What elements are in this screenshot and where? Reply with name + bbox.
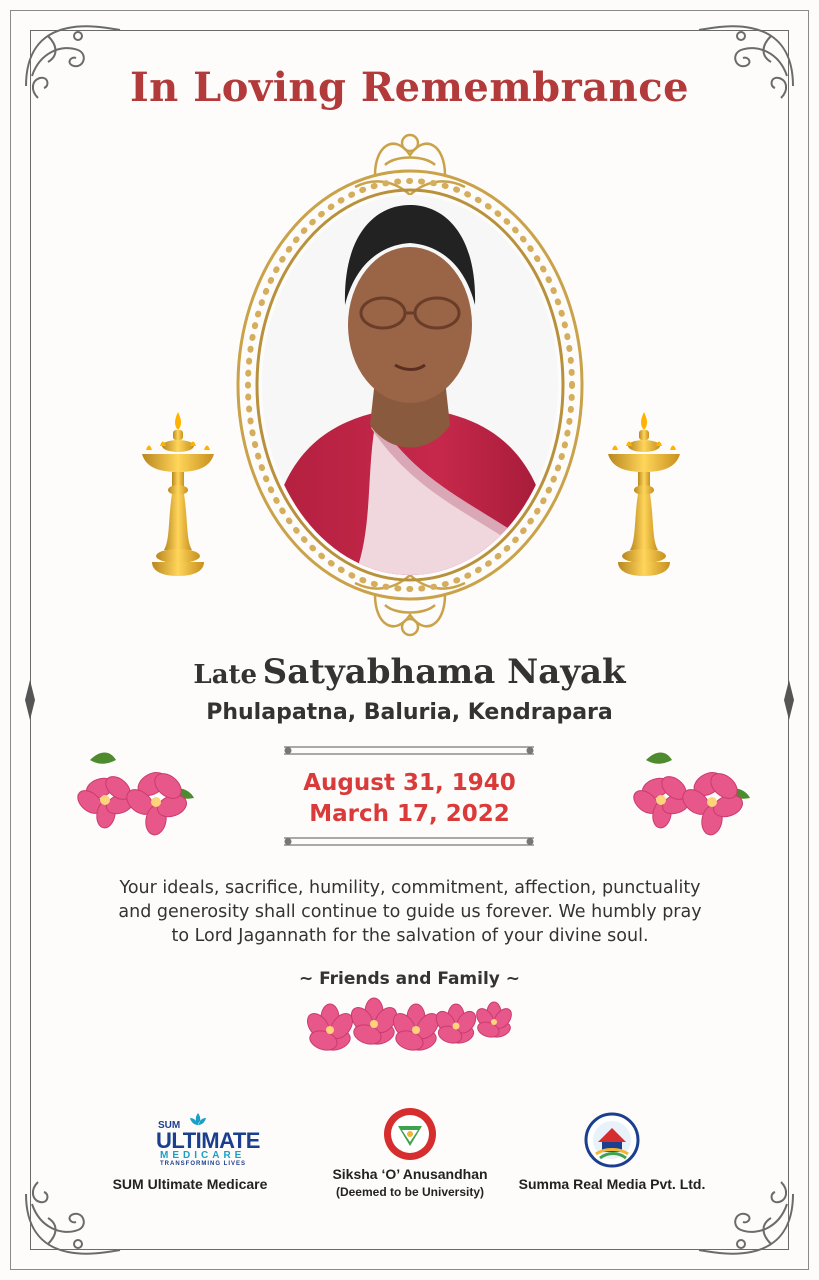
logo-small-text: SUM (158, 1120, 181, 1131)
death-date: March 17, 2022 (309, 801, 510, 827)
sponsor-label: SUM Ultimate Medicare (112, 1176, 268, 1192)
divider-bottom (284, 834, 534, 850)
frangipani-right-icon (616, 740, 756, 840)
portrait-photo (245, 185, 575, 595)
oil-lamp-left-icon (140, 410, 216, 580)
birth-date: August 31, 1940 (303, 770, 516, 796)
person-name: Satyabhama Nayak (262, 652, 626, 692)
sponsor-sublabel: (Deemed to be University) (335, 1185, 485, 1199)
tribute-message (80, 876, 740, 948)
name-prefix: Late (193, 660, 258, 690)
message-line: and generosity shall continue to guide us forever. We humbly pray (118, 902, 702, 922)
sponsor-summa-real-media (512, 1112, 712, 1192)
message-line: Your ideals, sacrifice, humility, commitment, affection, punctuality (119, 878, 701, 898)
sponsor-soa (318, 1106, 502, 1199)
sponsor-label: Summa Real Media Pvt. Ltd. (518, 1176, 706, 1192)
divider-top (284, 743, 534, 759)
sponsor-label: Siksha ‘O’ Anusandhan (332, 1166, 488, 1182)
soa-seal-icon (382, 1106, 438, 1162)
signoff: ~ Friends and Family ~ (298, 969, 521, 989)
page-title: In Loving Remembrance (129, 64, 690, 111)
person-name-line (0, 652, 819, 692)
lotus-icon (188, 1112, 208, 1126)
sum-ultimate-logo (130, 1112, 260, 1168)
person-place: Phulapatna, Baluria, Kendrapara (206, 700, 613, 725)
frangipani-garland-icon (296, 992, 526, 1062)
sponsor-sum-ultimate (100, 1112, 280, 1192)
summa-real-media-logo-icon (584, 1112, 640, 1168)
logo-big-text: ULTIMATE (156, 1128, 260, 1153)
message-line: to Lord Jagannath for the salvation of your divine soul. (171, 926, 649, 946)
frangipani-left-icon (60, 740, 200, 840)
logo-mid-text: MEDICARE (160, 1150, 246, 1161)
oil-lamp-right-icon (606, 410, 682, 580)
logo-tag-text: TRANSFORMING LIVES (160, 1161, 247, 1167)
portrait-frame (225, 125, 595, 645)
